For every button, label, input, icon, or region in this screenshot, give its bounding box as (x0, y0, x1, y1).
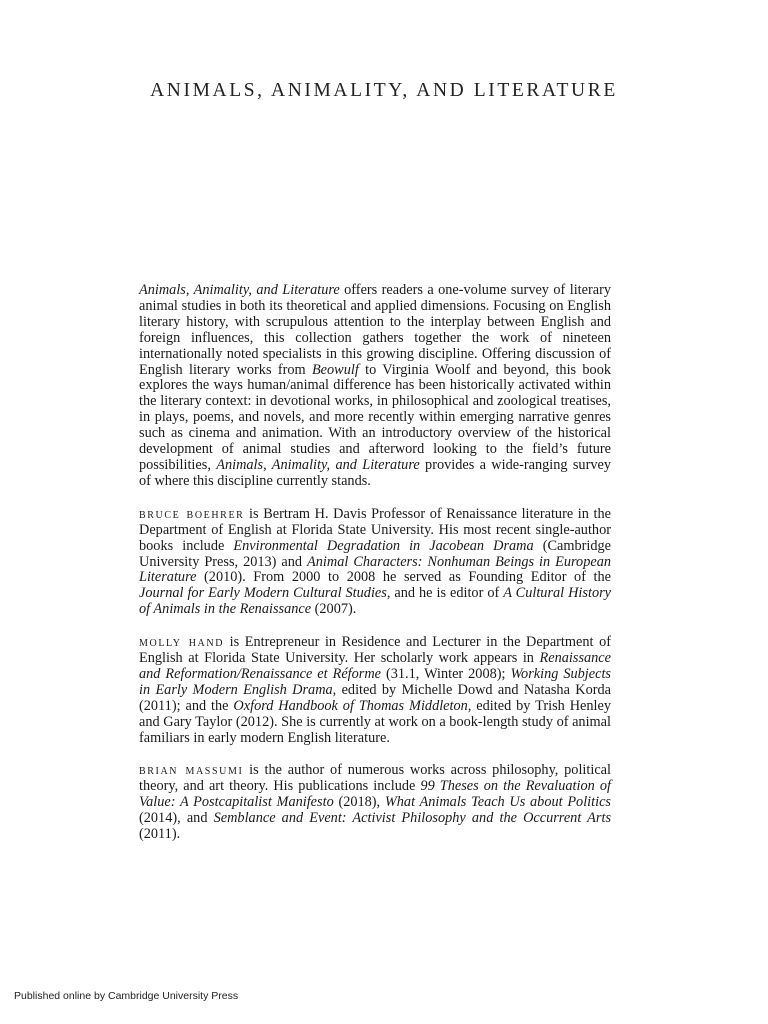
work-title: Beowulf (311, 361, 359, 378)
footer-notice: Published online by Cambridge University Press (14, 990, 239, 1002)
bio-text: is Bertram H. Davis Professor of Renaissance literature in the Department of English at Florida State University. His most recent single-author books include (139, 505, 611, 554)
work-title: Environmental Degradation in Jacobean Drama (233, 537, 534, 554)
bio-text: (2014), and (139, 810, 214, 827)
work-title: 99 Theses on the Revaluation of Value: A Postcapitalist Manifesto (139, 778, 611, 811)
bio-text: is Entrepreneur in Residence and Lecturer in the Department of English at Florida State University. Her scholarly work appears in (139, 634, 611, 667)
book-title-italic: Animals, Animality, and Literature (216, 456, 420, 473)
bio-text: , edited by Michelle Dowd and Natasha Korda (2011); and the (139, 681, 611, 714)
work-title: What Animals Teach Us about Politics (384, 794, 612, 811)
bio-text: (2007). (311, 601, 357, 618)
description-text: to Virginia Woolf and beyond, this book explores the ways human/animal difference has been historically activated within the literary context: in devotional works, in philosophical and zoological treatises, in plays, poems, and novels, and more recently within emerging narrative genres such as cinema and animation. With an introductory overview of the historical development of animal studies and afterword looking to the field’s future possibilities, (139, 361, 612, 473)
bio-text: is the author of numerous works across philosophy, political theory, and art theory. His publications include (139, 762, 611, 795)
work-title: Oxford Handbook of Thomas Middleton (233, 697, 468, 714)
work-title: Semblance and Event: Activist Philosophy and the Occurrent Arts (213, 810, 612, 827)
author-name: bruce boehrer (139, 505, 245, 522)
work-title: Renaissance and Reformation/Renaissance et Réforme (139, 650, 611, 682)
bio-hand (139, 635, 611, 746)
bio-text: , edited by Trish Henley and Gary Taylor (2012). She is currently at work on a book-length study of animal familiars in early modern English literature. (139, 697, 611, 746)
bio-massumi (139, 763, 611, 843)
work-title: Working Subjects in Early Modern English Drama (139, 665, 611, 698)
bio-boehrer (139, 507, 611, 618)
bio-text: (2011). (139, 826, 181, 843)
description-text: offers readers a one-volume survey of literary animal studies in both its theoretical and applied dimensions. Focusing on English literary history, with scrupulous attention to the interplay between English and foreign influences, this collection gathers together the work of nineteen internationally noted specialists in this growing discipline. Offering discussion of English literary works from (139, 282, 611, 378)
bio-text: (2018), (333, 794, 385, 811)
main-text (139, 283, 611, 860)
work-title: Journal for Early Modern Cultural Studies (139, 585, 387, 602)
bio-text: (Cambridge University Press, 2013) and (139, 537, 612, 570)
bio-text: , and he is editor of (386, 585, 504, 602)
book-description (139, 283, 611, 490)
bio-text: (31.1, Winter 2008); (381, 665, 511, 682)
author-name: molly hand (139, 634, 225, 651)
work-title: A Cultural History of Animals in the Renaissance (139, 585, 611, 618)
description-text: provides a wide-ranging survey of where this discipline currently stands. (139, 456, 611, 489)
bio-text: (2010). From 2000 to 2008 he served as Founding Editor of the (196, 569, 611, 586)
book-title: ANIMALS, ANIMALITY, AND LITERATURE (150, 80, 618, 101)
author-name: brian massumi (139, 762, 244, 779)
work-title: Animal Characters: Nonhuman Beings in European Literature (139, 553, 611, 586)
book-title-italic: Animals, Animality, and Literature (139, 282, 340, 298)
